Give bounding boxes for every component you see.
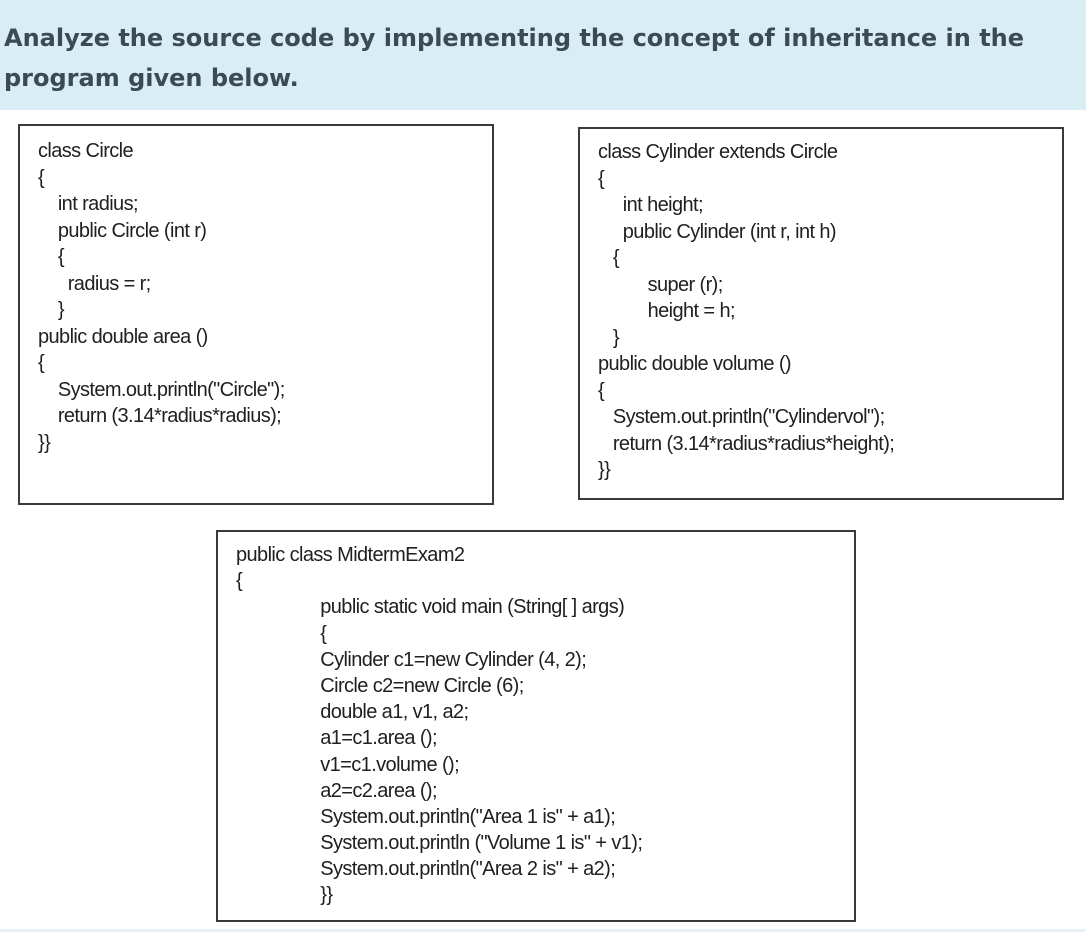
question-banner (0, 0, 1086, 110)
code-line: { (38, 352, 45, 374)
code-line: { (598, 379, 605, 402)
main-class-code-box (216, 530, 856, 922)
code-line: { (598, 167, 605, 190)
code-line: public class MidtermExam2 (236, 544, 465, 566)
code-line: { (236, 570, 243, 593)
code-line: int radius; (38, 193, 138, 215)
code-line: }} (38, 431, 51, 454)
code-line: System.out.println("Circle"); (38, 378, 285, 401)
code-line: return (3.14*radius*radius*height); (598, 432, 895, 455)
code-line: { (236, 622, 327, 645)
code-line: class Circle (38, 140, 134, 162)
main-class-code (236, 542, 642, 909)
code-line: }} (598, 459, 611, 481)
circle-class-code (38, 138, 285, 456)
code-line: super (r); (598, 273, 723, 296)
cylinder-class-code (598, 139, 894, 484)
code-line: public Cylinder (int r, int h) (598, 220, 836, 243)
code-line: public static void main (String[ ] args) (236, 596, 625, 619)
code-line: } (38, 299, 64, 321)
code-line: a1=c1.area (); (236, 727, 437, 750)
question-text: Analyze the source code by implementing the concept of inheritance in the program given below. (4, 24, 1025, 92)
code-line: System.out.println("Area 1 is" + a1); (236, 805, 616, 828)
code-line: radius = r; (38, 272, 151, 295)
code-line: { (598, 247, 619, 269)
code-line: double a1, v1, a2; (236, 701, 469, 724)
code-line: public double volume () (598, 353, 791, 375)
code-line: return (3.14*radius*radius); (38, 405, 282, 427)
code-line: System.out.println ("Volume 1 is" + v1); (236, 832, 643, 855)
code-line: { (38, 246, 64, 268)
code-line: int height; (598, 194, 703, 216)
code-line: { (38, 166, 45, 189)
code-line: Circle c2=new Circle (6); (236, 674, 524, 697)
circle-class-code-box (18, 124, 494, 505)
code-line: a2=c2.area (); (236, 779, 437, 802)
code-line: public Circle (int r) (38, 219, 207, 242)
code-line: class Cylinder extends Circle (598, 141, 838, 163)
code-line: }} (236, 884, 333, 907)
code-line: } (598, 326, 619, 349)
code-line: v1=c1.volume (); (236, 753, 460, 776)
code-line: System.out.println("Area 2 is" + a2); (236, 858, 616, 881)
cylinder-class-code-box (578, 127, 1064, 500)
code-line: height = h; (598, 300, 735, 322)
code-line: System.out.println("Cylindervol"); (598, 406, 885, 428)
code-line: public double area () (38, 325, 208, 348)
code-line: Cylinder c1=new Cylinder (4, 2); (236, 648, 587, 671)
